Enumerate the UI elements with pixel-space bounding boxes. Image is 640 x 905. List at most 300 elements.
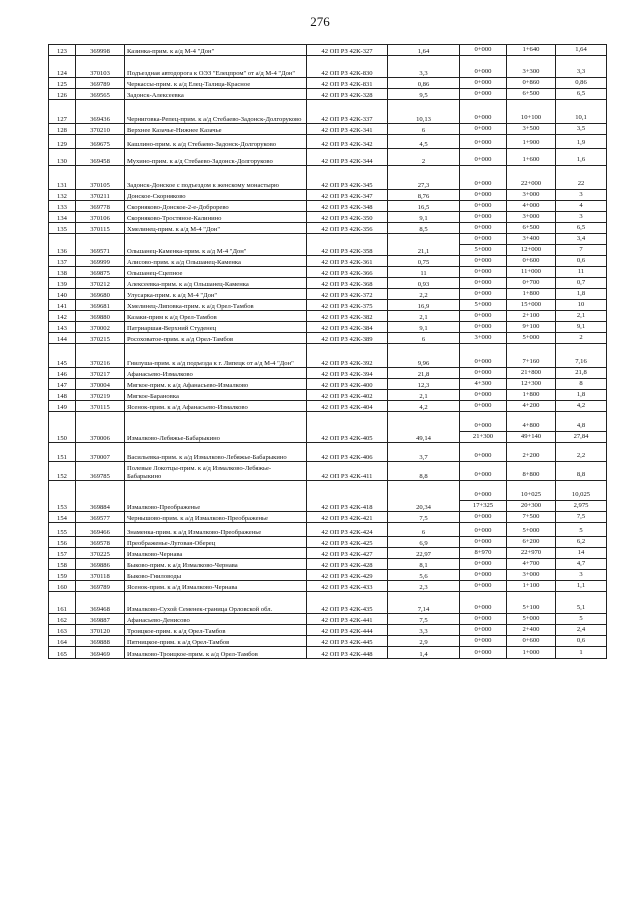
road-name: Ясенок-прим. к а/д Афанасьево-Измалково: [125, 401, 307, 412]
segment-end-cell: [507, 523, 556, 537]
table-row: [49, 278, 607, 289]
segment-end: 5+100: [522, 604, 540, 611]
segment-end: 4+800: [522, 422, 540, 429]
table-row: [49, 390, 607, 401]
segment-length-cell: [556, 379, 607, 390]
road-length: 6: [388, 333, 460, 344]
segment-start-cell: [460, 223, 507, 234]
segment-start-cell: [460, 190, 507, 201]
segment-length: 4,2: [576, 402, 586, 409]
segment-end: 3+000: [522, 571, 540, 578]
segment-start-cell: [460, 212, 507, 223]
segment-length: 2,975: [556, 500, 606, 511]
segment-start-cell: [460, 592, 507, 614]
segment-start: 0+000: [474, 290, 492, 297]
segment-end: 8+800: [522, 471, 540, 478]
row-number: 160: [49, 581, 76, 592]
row-number: 155: [49, 523, 76, 537]
road-identifier: 42 ОП РЗ 42К-368: [307, 278, 388, 289]
segment-end: 21+800: [520, 369, 542, 376]
segment-start-cell: [460, 124, 507, 135]
segment-end-cell: [507, 570, 556, 581]
segment-start: 0+000: [474, 235, 492, 242]
road-code: 369778: [76, 201, 125, 212]
segment-length: 5: [579, 527, 583, 534]
segment-length: 1,9: [576, 139, 586, 146]
row-number: 136: [49, 234, 76, 256]
table-row: [49, 559, 607, 570]
road-length: 6: [388, 523, 460, 537]
road-name: Черкассы-прим. к а/д Елец-Талица-Красное: [125, 78, 307, 89]
segment-length: 7: [556, 244, 606, 255]
segment-end: 15+000: [520, 301, 542, 308]
road-name: Измалково-Троицкое-прим. к а/д Орел-Тамбов: [125, 647, 307, 659]
road-code: 369565: [76, 89, 125, 100]
segment-end-cell: [507, 223, 556, 234]
road-name: Патриаршая-Верхний Студенец: [125, 322, 307, 333]
row-number: 148: [49, 390, 76, 401]
table-row: [49, 512, 607, 523]
segment-length: 2,1: [576, 312, 586, 319]
road-code: 369680: [76, 289, 125, 300]
table-row: [49, 548, 607, 559]
road-identifier: 42 ОП РЗ 42К-411: [307, 462, 388, 481]
segment-length: 1: [579, 649, 583, 656]
road-identifier: 42 ОП РЗ 42К-342: [307, 135, 388, 149]
road-name: Ясенок-прим. к а/д Измалково-Чернава: [125, 581, 307, 592]
segment-end-cell: [507, 322, 556, 333]
segment-end-cell: [507, 234, 556, 256]
segment-length-cell: [556, 625, 607, 636]
segment-length-cell: [556, 201, 607, 212]
segment-end: 22+000: [520, 180, 542, 187]
table-row: [49, 45, 607, 56]
segment-length-cell: [556, 223, 607, 234]
road-length: 27,3: [388, 166, 460, 190]
table-row: [49, 78, 607, 89]
segment-length-cell: [556, 190, 607, 201]
segment-end-cell: [507, 481, 556, 512]
segment-length: 8: [579, 380, 583, 387]
segment-length: 3: [579, 571, 583, 578]
segment-length-cell: [556, 256, 607, 267]
segment-start: 0+000: [474, 257, 492, 264]
segment-end: 4+000: [522, 202, 540, 209]
segment-length: 4: [579, 202, 583, 209]
segment-start: 0+000: [474, 68, 492, 75]
road-identifier: 42 ОП РЗ 42К-428: [307, 559, 388, 570]
segment-length-cell: [556, 311, 607, 322]
road-name: Афанасьево-Денисово: [125, 614, 307, 625]
segment-end-cell: [507, 647, 556, 659]
segment-start: 0+000: [474, 191, 492, 198]
row-number: 144: [49, 333, 76, 344]
table-row: [49, 201, 607, 212]
row-number: 145: [49, 344, 76, 368]
segment-end-cell: [507, 267, 556, 278]
row-number: 126: [49, 89, 76, 100]
segment-end: 5+000: [522, 615, 540, 622]
segment-end-cell: [507, 548, 556, 559]
segment-length: 3,4: [576, 235, 586, 242]
segment-length: 3,5: [576, 125, 586, 132]
road-length: 4,2: [388, 401, 460, 412]
segment-length: 5: [579, 615, 583, 622]
road-code: 370211: [76, 190, 125, 201]
segment-length-cell: [556, 559, 607, 570]
road-name: Измалково-Преображенье: [125, 481, 307, 512]
road-length: 0,75: [388, 256, 460, 267]
row-number: 123: [49, 45, 76, 56]
row-number: 156: [49, 537, 76, 548]
segment-start-cell: [460, 401, 507, 412]
segment-start: 0+000: [474, 538, 492, 545]
table-row: [49, 289, 607, 300]
segment-length-cell: [556, 267, 607, 278]
segment-length: 0,6: [576, 637, 586, 644]
segment-length-cell: [556, 278, 607, 289]
segment-start-cell: [460, 289, 507, 300]
road-identifier: 42 ОП РЗ 42К-444: [307, 625, 388, 636]
segment-start-cell: [460, 512, 507, 523]
segment-length-cell: [556, 212, 607, 223]
table-row: [49, 234, 607, 256]
segment-end-cell: [507, 636, 556, 647]
segment-length-cell: [556, 149, 607, 166]
table-row: [49, 636, 607, 647]
row-number: 146: [49, 368, 76, 379]
road-length: 9,1: [388, 322, 460, 333]
road-length: 12,3: [388, 379, 460, 390]
row-number: 161: [49, 592, 76, 614]
segment-start: 0+000: [474, 626, 492, 633]
segment-length: 10,1: [575, 114, 587, 121]
road-name: Улусарка-прим. к а/д М-4 "Дон": [125, 289, 307, 300]
table-row: [49, 462, 607, 481]
row-number: 163: [49, 625, 76, 636]
segment-end-cell: [507, 56, 556, 78]
road-identifier: 42 ОП РЗ 42К-830: [307, 56, 388, 78]
road-code: 369887: [76, 614, 125, 625]
segment-end-cell: [507, 289, 556, 300]
segment-length-cell: [556, 333, 607, 344]
road-name: Скорняково-Тростяное-Калинино: [125, 212, 307, 223]
segment-start: 0+000: [474, 358, 492, 365]
segment-end: 0+860: [522, 79, 540, 86]
segment-start: 0+000: [474, 571, 492, 578]
road-identifier: 42 ОП РЗ 42К-406: [307, 443, 388, 462]
segment-length-cell: [556, 390, 607, 401]
segment-end: 1+600: [522, 156, 540, 163]
segment-length: 0,6: [576, 257, 586, 264]
segment-start: 0+000: [474, 615, 492, 622]
row-number: 137: [49, 256, 76, 267]
road-identifier: 42 ОП РЗ 42К-421: [307, 512, 388, 523]
row-number: 134: [49, 212, 76, 223]
table-row: [49, 443, 607, 462]
road-identifier: 42 ОП РЗ 42К-350: [307, 212, 388, 223]
segment-length: 1,1: [576, 582, 586, 589]
row-number: 150: [49, 412, 76, 443]
segment-start-cell: [460, 333, 507, 344]
road-identifier: 42 ОП РЗ 42К-433: [307, 581, 388, 592]
segment-start: 21+300: [460, 431, 506, 442]
table-row: [49, 300, 607, 311]
segment-start-cell: [460, 135, 507, 149]
segment-end-cell: [507, 368, 556, 379]
road-name: Задонск-Донское с подъездом к женскому монастырю: [125, 166, 307, 190]
road-length: 7,5: [388, 512, 460, 523]
segment-length-cell: [556, 234, 607, 256]
row-number: 133: [49, 201, 76, 212]
road-registry-table: [48, 44, 607, 659]
road-length: 4,5: [388, 135, 460, 149]
segment-end-cell: [507, 379, 556, 390]
road-code: 369468: [76, 592, 125, 614]
segment-end: 20+300: [507, 500, 555, 511]
segment-start-cell: [460, 548, 507, 559]
table-row: [49, 333, 607, 344]
road-identifier: 42 ОП РЗ 42К-375: [307, 300, 388, 311]
table-row: [49, 267, 607, 278]
road-identifier: 42 ОП РЗ 42К-361: [307, 256, 388, 267]
segment-end-cell: [507, 278, 556, 289]
segment-start: 0+000: [474, 79, 492, 86]
segment-length: 1,6: [576, 156, 586, 163]
road-name: Быково-прим. к а/д Измалково-Чернава: [125, 559, 307, 570]
segment-end: 0+600: [522, 257, 540, 264]
road-length: 1,4: [388, 647, 460, 659]
page-number: 276: [310, 14, 330, 29]
segment-end: 22+970: [520, 549, 542, 556]
road-code: 370106: [76, 212, 125, 223]
segment-end: 2+100: [522, 312, 540, 319]
road-length: 5,6: [388, 570, 460, 581]
segment-end: 5+000: [522, 334, 540, 341]
road-length: 0,86: [388, 78, 460, 89]
row-number: 128: [49, 124, 76, 135]
segment-length: 9,1: [576, 323, 586, 330]
segment-start-cell: [460, 166, 507, 190]
road-length: 1,64: [388, 45, 460, 56]
segment-end: 12+300: [520, 380, 542, 387]
segment-start: 0+000: [474, 156, 492, 163]
table-row: [49, 56, 607, 78]
road-length: 2,3: [388, 581, 460, 592]
row-number: 129: [49, 135, 76, 149]
segment-length: 8,8: [576, 471, 586, 478]
road-identifier: 42 ОП РЗ 42К-344: [307, 149, 388, 166]
road-code: 369789: [76, 581, 125, 592]
road-code: 370216: [76, 344, 125, 368]
road-code: 370118: [76, 570, 125, 581]
road-code: 369681: [76, 300, 125, 311]
segment-end: 6+200: [522, 538, 540, 545]
table-row: [49, 570, 607, 581]
segment-start-cell: [460, 311, 507, 322]
segment-start: 0+000: [474, 649, 492, 656]
segment-end-cell: [507, 537, 556, 548]
segment-end-cell: [507, 135, 556, 149]
road-name: Гнилуша-прим. к а/д подъезда к г. Липецк от а/д М-4 "Дон": [125, 344, 307, 368]
segment-end: 6+500: [522, 224, 540, 231]
segment-end: 3+500: [522, 125, 540, 132]
road-code: 369880: [76, 311, 125, 322]
segment-length-cell: [556, 300, 607, 311]
road-name: Афанасьево-Измалково: [125, 368, 307, 379]
table-row: [49, 537, 607, 548]
segment-length-cell: [556, 647, 607, 659]
segment-end-cell: [507, 443, 556, 462]
segment-length: 21,8: [575, 369, 587, 376]
road-code: 369875: [76, 267, 125, 278]
segment-start-cell: [460, 570, 507, 581]
segment-end: 3+400: [522, 235, 540, 242]
table-row: [49, 523, 607, 537]
segment-end: 7+500: [522, 513, 540, 520]
segment-length: 5,1: [576, 604, 586, 611]
row-number: 142: [49, 311, 76, 322]
road-code: 369998: [76, 45, 125, 56]
table-row: [49, 401, 607, 412]
road-name: Подъездная автодорога к ОЭЗ "Елецпром" от а/д М-4 "Дон": [125, 56, 307, 78]
road-name: Преображенье-Луговая-Оберец: [125, 537, 307, 548]
road-identifier: 42 ОП РЗ 42К-347: [307, 190, 388, 201]
road-identifier: 42 ОП РЗ 42К-831: [307, 78, 388, 89]
segment-end: 9+100: [522, 323, 540, 330]
road-code: 369571: [76, 234, 125, 256]
road-length: 21,8: [388, 368, 460, 379]
segment-start: 0+000: [474, 46, 492, 53]
segment-length: 6,5: [576, 90, 586, 97]
road-length: 7,5: [388, 614, 460, 625]
segment-end-cell: [507, 559, 556, 570]
segment-end-cell: [507, 344, 556, 368]
row-number: 152: [49, 462, 76, 481]
segment-end: 49+140: [507, 431, 555, 442]
segment-length: 7,16: [575, 358, 587, 365]
segment-start: 0+000: [474, 471, 492, 478]
segment-length-cell: [556, 100, 607, 124]
segment-start-cell: [460, 625, 507, 636]
segment-start: 3+000: [474, 334, 492, 341]
road-identifier: 42 ОП РЗ 42К-327: [307, 45, 388, 56]
road-identifier: 42 ОП РЗ 42К-435: [307, 592, 388, 614]
road-code: 370007: [76, 443, 125, 462]
segment-length: 3: [579, 213, 583, 220]
row-number: 149: [49, 401, 76, 412]
table-row: [49, 100, 607, 124]
road-name: Измалково-Чернава: [125, 548, 307, 559]
road-identifier: 42 ОП РЗ 42К-345: [307, 166, 388, 190]
road-identifier: 42 ОП РЗ 42К-405: [307, 412, 388, 443]
segment-start: 0+000: [474, 402, 492, 409]
road-length: 49,14: [388, 412, 460, 443]
segment-start-cell: [460, 523, 507, 537]
road-code: 370210: [76, 124, 125, 135]
road-name: Ольшанец-Сцепное: [125, 267, 307, 278]
table-row: [49, 322, 607, 333]
road-code: 370002: [76, 322, 125, 333]
segment-length-cell: [556, 462, 607, 481]
segment-start-cell: [460, 647, 507, 659]
road-name: Мягкое-Барановка: [125, 390, 307, 401]
segment-start-cell: [460, 234, 507, 256]
road-identifier: 42 ОП РЗ 42К-366: [307, 267, 388, 278]
road-code: 369789: [76, 78, 125, 89]
segment-length-cell: [556, 412, 607, 443]
segment-length: 0,7: [576, 279, 586, 286]
segment-start-cell: [460, 344, 507, 368]
segment-end: 1+800: [522, 290, 540, 297]
road-code: 370225: [76, 548, 125, 559]
segment-end: 10+100: [520, 114, 542, 121]
segment-start-cell: [460, 443, 507, 462]
segment-length-cell: [556, 570, 607, 581]
segment-length: 2: [579, 334, 583, 341]
segment-start: 0+000: [474, 139, 492, 146]
road-length: 3,3: [388, 56, 460, 78]
segment-end-cell: [507, 512, 556, 523]
segment-length: 4,8: [576, 422, 586, 429]
road-identifier: 42 ОП РЗ 42К-427: [307, 548, 388, 559]
segment-start-cell: [460, 267, 507, 278]
segment-end-cell: [507, 581, 556, 592]
segment-length: 7,5: [576, 513, 586, 520]
table-row: [49, 647, 607, 659]
road-code: 370103: [76, 56, 125, 78]
road-length: 3,7: [388, 443, 460, 462]
road-identifier: 42 ОП РЗ 42К-392: [307, 344, 388, 368]
segment-start-cell: [460, 614, 507, 625]
segment-start-cell: [460, 56, 507, 78]
segment-length-cell: [556, 592, 607, 614]
segment-end: 4+200: [522, 402, 540, 409]
segment-length-cell: [556, 344, 607, 368]
road-length: 16,5: [388, 201, 460, 212]
road-identifier: 42 ОП РЗ 42К-372: [307, 289, 388, 300]
segment-length-cell: [556, 636, 607, 647]
segment-length-cell: [556, 322, 607, 333]
segment-length-cell: [556, 581, 607, 592]
road-code: 369578: [76, 537, 125, 548]
road-code: 370217: [76, 368, 125, 379]
road-length: 8,1: [388, 559, 460, 570]
segment-end-cell: [507, 311, 556, 322]
road-code: 369886: [76, 559, 125, 570]
segment-length-cell: [556, 56, 607, 78]
table-row: [49, 212, 607, 223]
segment-start-cell: [460, 78, 507, 89]
segment-start: 0+000: [474, 604, 492, 611]
table-row: [49, 379, 607, 390]
road-identifier: 42 ОП РЗ 42К-418: [307, 481, 388, 512]
road-code: 370219: [76, 390, 125, 401]
road-identifier: 42 ОП РЗ 42К-328: [307, 89, 388, 100]
segment-end-cell: [507, 78, 556, 89]
table-row: [49, 166, 607, 190]
road-length: 2,1: [388, 311, 460, 322]
road-length: 2,1: [388, 390, 460, 401]
segment-end-cell: [507, 166, 556, 190]
segment-start: 0+000: [474, 90, 492, 97]
road-name: Хмелинец-прим. к а/д М-4 "Дон": [125, 223, 307, 234]
segment-length-cell: [556, 481, 607, 512]
road-code: 369888: [76, 636, 125, 647]
segment-length: 2,4: [576, 626, 586, 633]
table-row: [49, 149, 607, 166]
road-name: Черниговка-Репец-прим. к а/д Стебаево-Задонск-Долгоруково: [125, 100, 307, 124]
